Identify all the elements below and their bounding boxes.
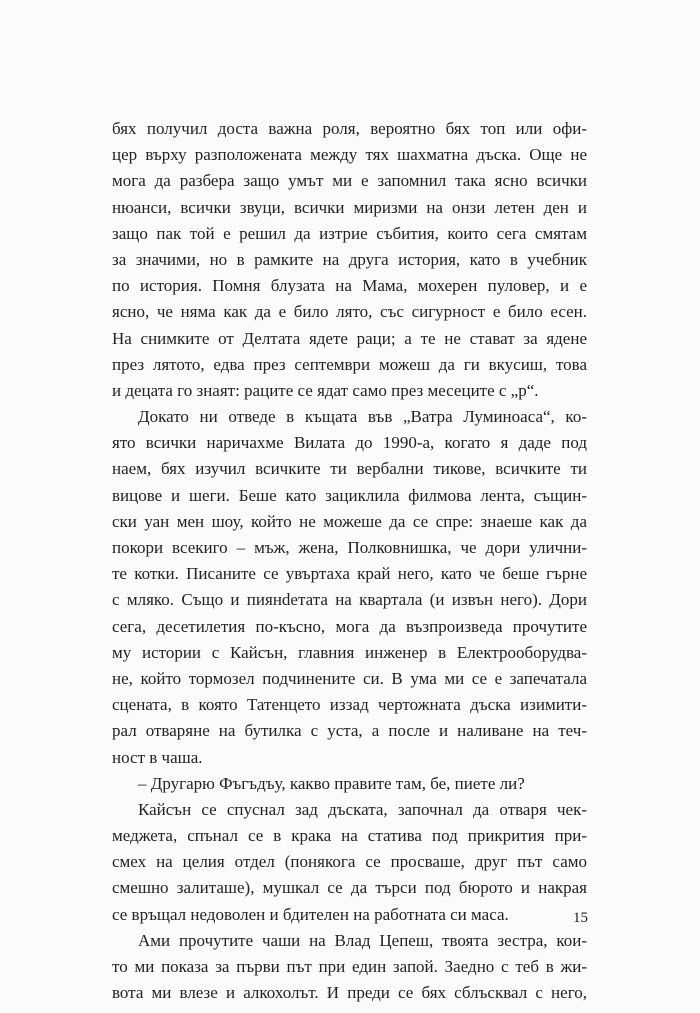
text-line: меджета, спънал се в крака на статива под прикрития при- (112, 826, 587, 846)
text-line: ност в чаша. (112, 747, 203, 767)
text-line: Ами прочутите чаши на Влад Цепеш, твоята зестра, кои- (138, 930, 587, 950)
text-line: наем, бях изучил всичките ти вербални тикове, всичките ти (112, 459, 587, 479)
text-line: мога да разбера защо умът ми е запомнил така ясно всички (112, 171, 587, 191)
paragraph (112, 404, 587, 771)
text-line: покори всекиго – мъж, жена, Полковнишка, че дори улични- (112, 538, 587, 557)
text-line: се връщал недоволен и бдителен на работната си маса. (112, 904, 509, 924)
text-line: те котки. Писаните се увъртаха край него, като че беше гърне (112, 564, 587, 584)
body-text (112, 116, 587, 1006)
text-line: ски уан мен шоу, който не можеше да се спре: знаеше как да (112, 511, 587, 531)
page-number: 15 (573, 910, 588, 926)
text-line: рал отваряне на бутилка с уста, а после и наливане на теч- (112, 721, 587, 741)
text-line: му истории с Кайсън, главния инженер в Електрооборудва- (112, 642, 587, 662)
text-line: по история. Помня блузата на Мама, мохерен пуловер, и е (112, 276, 587, 296)
text-line: – Другарю Фъгъдъу, какво правите там, бе, пиете ли? (138, 773, 525, 793)
paragraph (112, 797, 587, 928)
text-line: то ми показа за първи път при един запой. Заедно с теб в жи- (112, 957, 587, 976)
paragraph (112, 928, 587, 1007)
text-line: сцената, в която Татенцето иззад чертожната дъска изимити- (112, 695, 587, 715)
text-line: защо пак той е решил да изтрие събития, които сега смятам (112, 223, 587, 243)
paragraph (112, 116, 587, 404)
text-line: На снимките от Делтата ядете раци; а те не стават за ядене (112, 328, 587, 348)
text-line: не, който тормозел подчинените си. В ума ми се е запечатала (112, 668, 587, 688)
paragraph-dialogue (112, 771, 587, 797)
text-line: с мляко. Също и пиянdeтата на квартала (и извън него). Дори (112, 590, 587, 610)
text-line: Докато ни отведе в къщата във „Ватра Луминоаса“, ко- (138, 407, 587, 427)
text-line: нюанси, всички звуци, всички миризми на онзи летен ден и (112, 197, 587, 217)
text-line: цер върху разположената между тях шахматна дъска. Още не (112, 145, 587, 165)
text-line: ясно, че няма как да е било лято, със сигурност е било есен. (112, 302, 587, 322)
text-line: сега, десетилетия по-късно, мога да възпроизведа прочутите (112, 616, 587, 636)
text-line: ято всички наричахме Вилата до 1990-а, когато я даде под (112, 433, 587, 453)
text-line: вицове и шеги. Беше като зациклила филмова лента, същин- (112, 485, 587, 505)
text-line: вота ми влезе и алкохолът. И преди се бях сблъсквал с него, (112, 983, 587, 1003)
text-line: Кайсън се спуснал зад дъската, започнал да отваря чек- (138, 799, 587, 819)
text-line: смешно залиташе), мушкал се да търси под бюрото и накрая (112, 878, 587, 898)
text-line: през лятото, едва през септември можеш да ги вкусиш, това (112, 354, 587, 374)
text-line: за значими, но в рамките на друга история, като в учебник (112, 249, 587, 269)
text-line: бях получил доста важна роля, вероятно бях топ или офи- (112, 119, 587, 138)
text-line: и децата го знаят: раците се ядат само през месеците с „р“. (112, 380, 539, 400)
text-line: смех на целия отдел (понякога се просваше, друг път само (112, 852, 587, 872)
